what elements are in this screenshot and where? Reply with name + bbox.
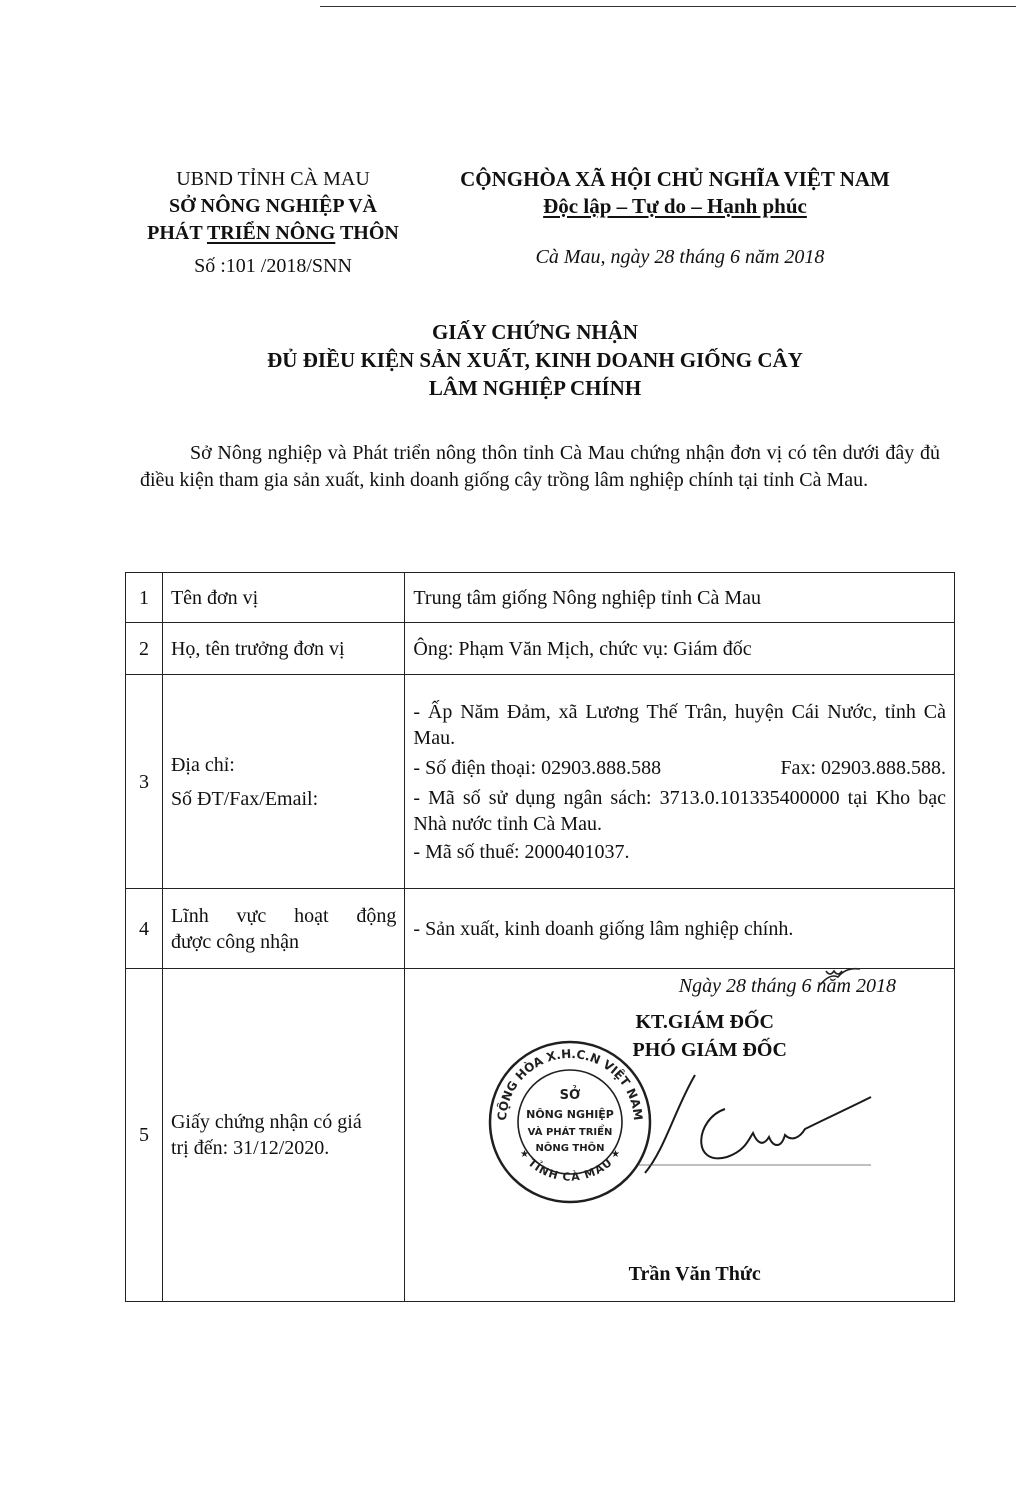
signer-name: Trần Văn Thức — [628, 1263, 761, 1285]
title-line3: LÂM NGHIỆP CHÍNH — [428, 376, 642, 400]
agency-name-line2 — [118, 220, 428, 247]
row-label-head-name: Họ, tên trưởng đơn vị — [162, 623, 404, 675]
contact-label: Số ĐT/Fax/Email: — [170, 787, 319, 810]
country-name: CỘNGHÒA XÃ HỘI CHỦ NGHĨA VIỆT NAM — [460, 167, 890, 191]
budget-code-text: - Mã số sử dụng ngân sách: 3713.0.101335400000 tại Kho bạc Nhà nước tỉnh Cà Mau. — [413, 786, 946, 835]
document-number: Số :101 /2018/SNN — [194, 255, 352, 277]
seal-center-line3: VÀ PHÁT TRIỂN — [528, 1127, 613, 1138]
document-title — [130, 318, 940, 402]
certificate-table — [125, 572, 955, 1302]
national-motto: Độc lập – Tự do – Hạnh phúc — [543, 194, 807, 218]
agency-name-line2-end: THÔN — [335, 222, 399, 244]
sign-date: Ngày 28 tháng 6 năm 2018 — [678, 975, 896, 997]
seal-bottom-text: TỈNH CÀ MAU — [525, 1156, 615, 1184]
row-value-field: - Sản xuất, kinh doanh giống lâm nghiệp chính. — [405, 889, 955, 969]
svg-text:★: ★ — [520, 1149, 530, 1160]
initials-mark-icon — [816, 963, 864, 991]
title-line2: ĐỦ ĐIỀU KIỆN SẢN XUẤT, KINH DOANH GIỐNG CÂY — [267, 348, 803, 372]
signature-block — [405, 969, 954, 1301]
handwritten-signature-icon — [635, 1069, 875, 1179]
field-label-line2: được công nhận — [170, 930, 299, 953]
agency-name-line2-underlined: TRIỂN NÔNG — [206, 222, 336, 244]
row-value-address — [405, 675, 955, 889]
field-label-line1: Lĩnh vực hoạt động — [170, 904, 397, 927]
title-line1: GIẤY CHỨNG NHẬN — [431, 320, 639, 344]
phone-text: - Số điện thoại: 02903.888.588 — [413, 756, 662, 779]
row-number: 3 — [126, 675, 163, 889]
row-number: 5 — [126, 969, 163, 1302]
sign-title-director: KT.GIÁM ĐỐC — [635, 1011, 774, 1033]
top-border-line — [320, 6, 1016, 7]
row-label-unit-name: Tên đơn vị — [162, 573, 404, 623]
row-label-address — [162, 675, 404, 889]
seal-center-line4: NÔNG THÔN — [535, 1143, 605, 1154]
agency-parent: UBND TỈNH CÀ MAU — [176, 168, 370, 190]
sign-title-deputy: PHÓ GIÁM ĐỐC — [632, 1039, 787, 1061]
table-row — [126, 675, 955, 889]
table-row — [126, 573, 955, 623]
row-label-field — [162, 889, 404, 969]
agency-header — [118, 166, 428, 280]
seal-center-line1: SỞ — [560, 1088, 581, 1103]
seal-center-line2: NÔNG NGHIỆP — [526, 1108, 615, 1121]
issue-dateline: Cà Mau, ngày 28 tháng 6 năm 2018 — [535, 246, 825, 268]
seal-ring-text: CỘNG HÒA X.H.C.N VIỆT NAM — [495, 1046, 646, 1122]
national-header — [425, 166, 925, 220]
agency-name-line2-start: PHÁT — [147, 222, 207, 244]
phone-fax-line — [413, 755, 946, 781]
signature-cell — [405, 969, 955, 1302]
fax-text: Fax: 02903.888.588. — [780, 756, 946, 779]
svg-text:★: ★ — [611, 1149, 621, 1160]
table-row — [126, 623, 955, 675]
row-value-head-name: Ông: Phạm Văn Mịch, chức vụ: Giám đốc — [405, 623, 955, 675]
validity-label-line1: Giấy chứng nhận có giá — [170, 1111, 362, 1133]
address-label: Địa chỉ: — [170, 753, 235, 776]
tax-code-text: - Mã số thuế: 2000401037. — [413, 840, 630, 863]
intro-paragraph: Sở Nông nghiệp và Phát triển nông thôn tỉnh Cà Mau chứng nhận đơn vị có tên dưới đây đủ điều kiện tham gia sản xuất, kinh doanh giống cây trồng lâm nghiệp chính tại tỉnh Cà Mau. — [140, 442, 940, 491]
agency-name-line1: SỞ NÔNG NGHIỆP VÀ — [169, 195, 377, 217]
official-seal-icon — [487, 1039, 653, 1205]
validity-label-line2: trị đến: 31/12/2020. — [170, 1137, 330, 1159]
row-label-validity — [162, 969, 404, 1302]
row-number: 1 — [126, 573, 163, 623]
row-value-unit-name: Trung tâm giống Nông nghiệp tỉnh Cà Mau — [405, 573, 955, 623]
table-row — [126, 889, 955, 969]
row-number: 4 — [126, 889, 163, 969]
address-text: - Ấp Năm Đảm, xã Lương Thế Trân, huyện Cái Nước, tỉnh Cà Mau. — [413, 700, 946, 749]
row-number: 2 — [126, 623, 163, 675]
table-row — [126, 969, 955, 1302]
